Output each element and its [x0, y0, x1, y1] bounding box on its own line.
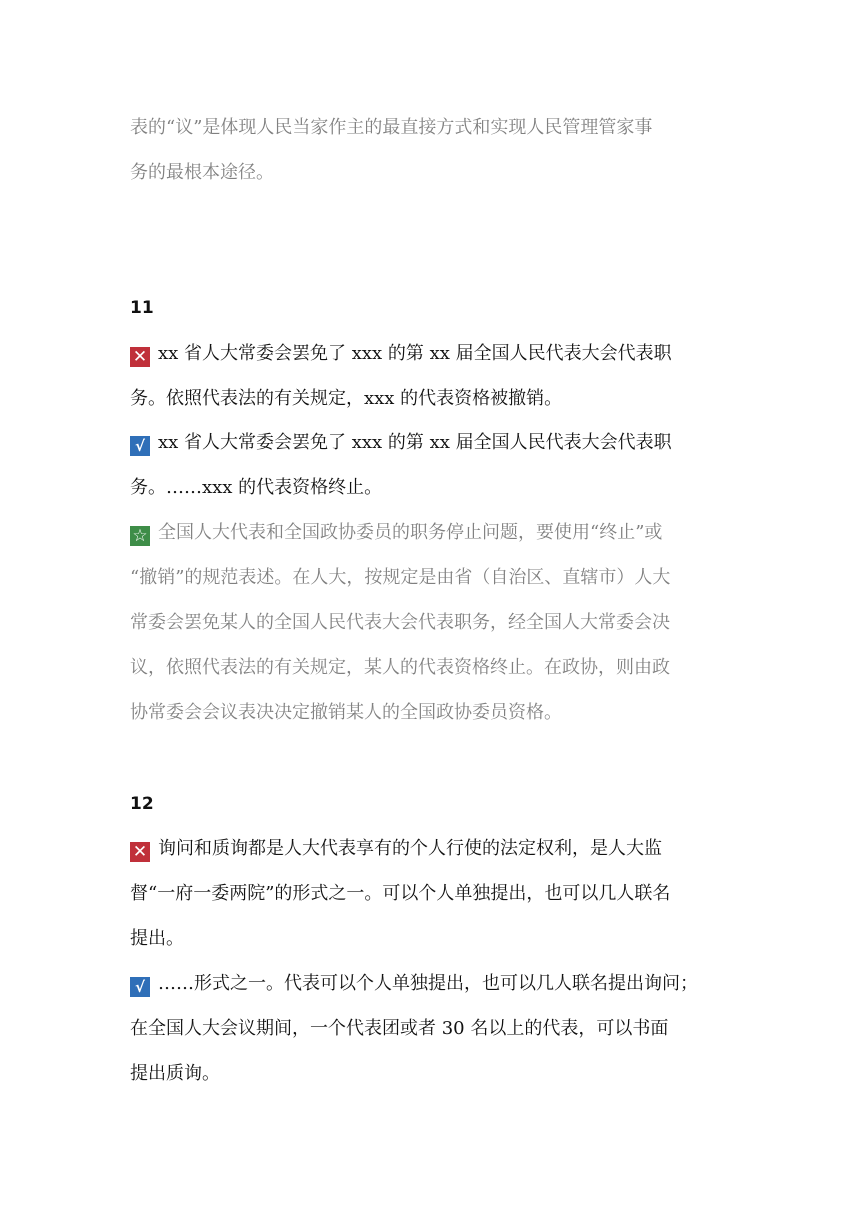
check-mark-icon: √	[130, 977, 150, 997]
wrong-example-11-line-2: 务。依照代表法的有关规定，xxx 的代表资格被撤销。	[130, 388, 563, 409]
note-11-line-1	[130, 520, 730, 546]
wrong-example-12-line-2: 督“一府一委两院”的形式之一。可以个人单独提出，也可以几人联名	[130, 883, 671, 904]
wrong-example-11-line-1	[130, 341, 730, 367]
wrong-example-12-line-3: 提出。	[130, 928, 184, 949]
note-text: 全国人大代表和全国政协委员的职务停止问题，要使用“终止”或	[158, 522, 663, 543]
right-example-12-line-3: 提出质询。	[130, 1063, 220, 1084]
right-example-11-line-2: 务。……xxx 的代表资格终止。	[130, 477, 383, 498]
right-example-12-line-1	[130, 971, 730, 997]
intro-line-2: 务的最根本途径。	[130, 162, 274, 183]
item-number-12: 12	[130, 794, 154, 814]
cross-mark-icon: ✕	[130, 842, 150, 862]
right-example-12-line-2: 在全国人大会议期间，一个代表团或者 30 名以上的代表，可以书面	[130, 1018, 669, 1039]
note-11-line-4: 议，依照代表法的有关规定，某人的代表资格终止。在政协，则由政	[130, 657, 670, 678]
cross-mark-icon: ✕	[130, 347, 150, 367]
note-11-line-2: “撤销”的规范表述。在人大，按规定是由省（自治区、直辖市）人大	[130, 567, 671, 588]
right-text: ……形式之一。代表可以个人单独提出，也可以几人联名提出询问；	[158, 973, 698, 994]
wrong-text: 询问和质询都是人大代表享有的个人行使的法定权利，是人大监	[158, 838, 662, 859]
item-number-11: 11	[130, 298, 154, 318]
wrong-example-12-line-1	[130, 836, 730, 862]
note-11-line-5: 协常委会会议表决决定撤销某人的全国政协委员资格。	[130, 702, 562, 723]
right-example-11-line-1	[130, 430, 730, 456]
star-icon: ☆	[130, 526, 150, 546]
right-text: xx 省人大常委会罢免了 xxx 的第 xx 届全国人民代表大会代表职	[158, 432, 672, 453]
note-11-line-3: 常委会罢免某人的全国人民代表大会代表职务，经全国人大常委会决	[130, 612, 670, 633]
check-mark-icon: √	[130, 436, 150, 456]
intro-line-1: 表的“议”是体现人民当家作主的最直接方式和实现人民管理管家事	[130, 117, 653, 138]
wrong-text: xx 省人大常委会罢免了 xxx 的第 xx 届全国人民代表大会代表职	[158, 343, 672, 364]
